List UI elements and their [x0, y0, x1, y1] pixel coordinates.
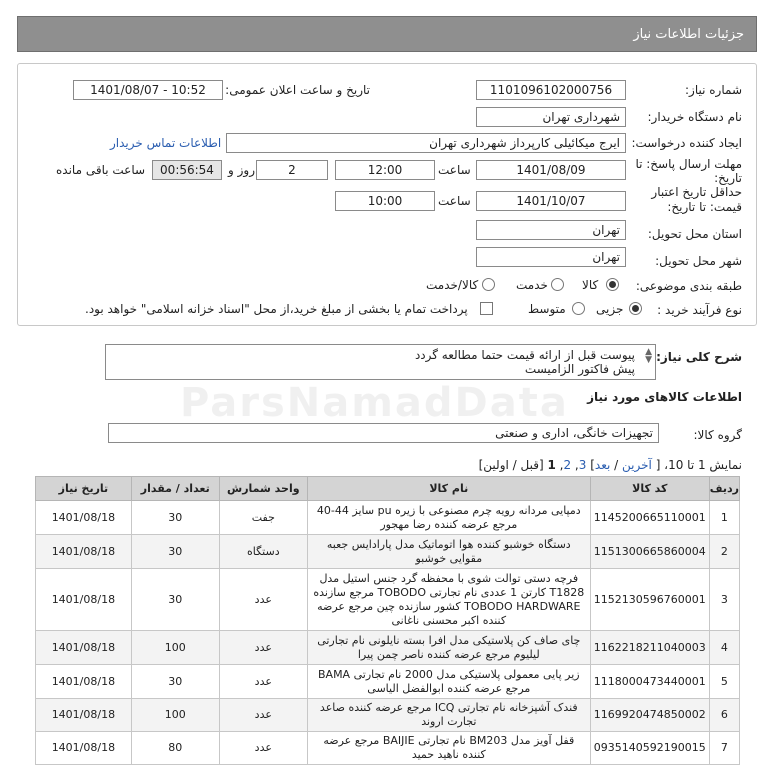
- process-label: نوع فرآیند خرید :: [657, 303, 742, 317]
- watermark-logo: ParsNamadData: [180, 380, 569, 426]
- cell-quantity: 80: [131, 732, 219, 765]
- deadline-date-field: 1401/08/09: [476, 160, 626, 180]
- cell-unit: عدد: [219, 665, 307, 699]
- table-row[interactable]: [36, 535, 740, 569]
- cell-row-number: 2: [709, 535, 739, 569]
- buyer-org-field: شهرداری تهران: [476, 107, 626, 127]
- category-label: طبقه بندی موضوعی:: [635, 279, 742, 293]
- city-field: تهران: [476, 247, 626, 267]
- pagination-prefix: نمایش 1 تا 10، [: [655, 458, 742, 472]
- cell-need-date: 1401/08/18: [36, 631, 132, 665]
- category-service-radio[interactable]: [551, 278, 564, 291]
- buyer-org-label: نام دستگاه خریدار:: [647, 110, 742, 124]
- cell-goods-code: 1145200665110001: [590, 501, 709, 535]
- treasury-payment-checkbox[interactable]: [480, 302, 493, 315]
- cell-need-date: 1401/08/18: [36, 665, 132, 699]
- description-textarea[interactable]: [105, 344, 656, 380]
- cell-need-date: 1401/08/18: [36, 732, 132, 765]
- table-row[interactable]: [36, 501, 740, 535]
- days-label: روز و: [228, 163, 255, 177]
- cell-row-number: 5: [709, 665, 739, 699]
- description-line-1: پیوست قبل از ارائه قیمت حتما مطالعه گردد: [414, 348, 635, 362]
- pagination-next-link[interactable]: بعد: [594, 458, 611, 472]
- col-unit: واحد شمارش: [219, 477, 307, 501]
- treasury-payment-note: پرداخت تمام یا بخشی از مبلغ خرید،از محل "اسناد خزانه اسلامی" خواهد بود.: [85, 302, 468, 316]
- deadline-label: مهلت ارسال پاسخ: تا: [635, 157, 742, 171]
- cell-row-number: 4: [709, 631, 739, 665]
- cell-unit: عدد: [219, 732, 307, 765]
- cell-quantity: 30: [131, 501, 219, 535]
- deadline-label-date: تاریخ:: [714, 171, 742, 185]
- goods-section-title: اطلاعات کالاهای مورد نیاز: [587, 390, 742, 404]
- pagination-page-2[interactable]: 2: [563, 458, 572, 472]
- process-minor-label: جزیی: [596, 302, 624, 316]
- cell-goods-code: 1118000473440001: [590, 665, 709, 699]
- process-medium-label: متوسط: [528, 302, 566, 316]
- page-header: [17, 16, 757, 52]
- cell-goods-code: 1162218211040003: [590, 631, 709, 665]
- cell-goods-code: 1151300665860004: [590, 535, 709, 569]
- validity-date-field: 1401/10/07: [476, 191, 626, 211]
- pagination: نمایش 1 تا 10، [ آخرین / بعد] 3, 2, 1 [قبل / اولین]: [478, 458, 742, 472]
- cell-need-date: 1401/08/18: [36, 501, 132, 535]
- requester-label: ایجاد کننده درخواست:: [631, 136, 742, 150]
- validity-time-field: 10:00: [335, 191, 435, 211]
- cell-row-number: 3: [709, 569, 739, 631]
- cell-goods-name: فرچه دستی توالت شوی با محفظه گرد جنس استیل مدل T1828 کارتن 1 عددی نام تجارتی TOBODO مرجع سازنده TOBODO HARDWARE کشور سازنده چین مرجع عرضه کننده اکبر محسنی ناغانی: [307, 569, 590, 631]
- goods-table: [35, 476, 740, 765]
- goods-group-field: تجهیزات خانگی، اداری و صنعتی: [108, 423, 659, 443]
- cell-goods-code: 1169920474850002: [590, 699, 709, 732]
- cell-quantity: 30: [131, 665, 219, 699]
- cell-row-number: 7: [709, 732, 739, 765]
- col-goods-name: نام کالا: [307, 477, 590, 501]
- validity-label-date: قیمت: تا تاریخ:: [667, 200, 742, 214]
- need-number-label: شماره نیاز:: [685, 83, 742, 97]
- buyer-contact-link[interactable]: اطلاعات تماس خریدار: [110, 136, 222, 150]
- cell-quantity: 100: [131, 631, 219, 665]
- table-header-row: [36, 477, 740, 501]
- validity-label: حداقل تاریخ اعتبار: [651, 185, 742, 199]
- cell-unit: عدد: [219, 631, 307, 665]
- table-row[interactable]: [36, 699, 740, 732]
- pagination-last-link[interactable]: آخرین: [622, 458, 652, 472]
- page-title: جزئیات اطلاعات نیاز: [633, 27, 744, 42]
- cell-goods-name: دمپایی مردانه رویه چرم مصنوعی با زیره pu سایز 44-40 مرجع عرضه کننده رضا مهجور: [307, 501, 590, 535]
- col-row-number: ردیف: [709, 477, 739, 501]
- cell-need-date: 1401/08/18: [36, 535, 132, 569]
- description-line-2: پیش فاکتور الزامیست: [524, 362, 635, 376]
- description-label: شرح کلی نیاز:: [656, 350, 742, 364]
- cell-quantity: 30: [131, 535, 219, 569]
- category-goods-service-radio[interactable]: [482, 278, 495, 291]
- province-field: تهران: [476, 220, 626, 240]
- deadline-time-field: 12:00: [335, 160, 435, 180]
- cell-unit: عدد: [219, 699, 307, 732]
- deadline-time-label: ساعت: [438, 163, 471, 177]
- pagination-page-1-current: 1: [547, 458, 556, 472]
- table-row[interactable]: [36, 665, 740, 699]
- table-row[interactable]: [36, 569, 740, 631]
- cell-quantity: 100: [131, 699, 219, 732]
- table-row[interactable]: [36, 631, 740, 665]
- need-number-field: 1101096102000756: [476, 80, 626, 100]
- cell-goods-name: فندک آشپزخانه نام تجارتی ICQ مرجع عرضه کننده صاعد تجارت اروند: [307, 699, 590, 732]
- province-label: استان محل تحویل:: [647, 227, 742, 241]
- cell-row-number: 6: [709, 699, 739, 732]
- days-field: 2: [256, 160, 328, 180]
- category-goods-radio[interactable]: [606, 278, 619, 291]
- cell-need-date: 1401/08/18: [36, 699, 132, 732]
- requester-field: ایرج میکائیلی کارپرداز شهرداری تهران: [226, 133, 626, 153]
- goods-group-label: گروه کالا:: [693, 428, 742, 442]
- cell-goods-name: چای صاف کن پلاستیکی مدل افرا بسته نایلونی نام تجارتی لیلیوم مرجع عرضه کننده ناصر چمن پیرا: [307, 631, 590, 665]
- remaining-time-field: 00:56:54: [152, 160, 222, 180]
- announce-field: 1401/08/07 - 10:52: [73, 80, 223, 100]
- pagination-suffix: [قبل / اولین]: [478, 458, 544, 472]
- process-minor-radio[interactable]: [629, 302, 642, 315]
- cell-goods-name: دستگاه خوشبو کننده هوا اتوماتیک مدل پارادایس جعبه مقوایی خوشبو: [307, 535, 590, 569]
- remaining-time-label: ساعت باقی مانده: [56, 163, 146, 177]
- validity-time-label: ساعت: [438, 194, 471, 208]
- cell-goods-code: 1152130596760001: [590, 569, 709, 631]
- pagination-page-3[interactable]: 3: [578, 458, 587, 472]
- cell-quantity: 30: [131, 569, 219, 631]
- cell-goods-name: زیر پایی معمولی پلاستیکی مدل 2000 نام تجارتی BAMA مرجع عرضه کننده ابوالفضل الیاسی: [307, 665, 590, 699]
- city-label: شهر محل تحویل:: [655, 254, 742, 268]
- category-goods-service-label: کالا/خدمت: [426, 278, 479, 292]
- scroll-arrows-icon[interactable]: ▲ ▼: [645, 347, 652, 365]
- category-service-label: خدمت: [516, 278, 548, 292]
- category-goods-label: کالا: [582, 278, 599, 292]
- cell-unit: دستگاه: [219, 535, 307, 569]
- cell-unit: جفت: [219, 501, 307, 535]
- col-goods-code: کد کالا: [590, 477, 709, 501]
- announce-label: تاریخ و ساعت اعلان عمومی:: [225, 83, 370, 97]
- col-need-date: تاریخ نیاز: [36, 477, 132, 501]
- cell-unit: عدد: [219, 569, 307, 631]
- cell-row-number: 1: [709, 501, 739, 535]
- cell-goods-code: 0935140592190015: [590, 732, 709, 765]
- cell-need-date: 1401/08/18: [36, 569, 132, 631]
- process-medium-radio[interactable]: [572, 302, 585, 315]
- table-row[interactable]: [36, 732, 740, 765]
- cell-goods-name: قفل آویز مدل BM203 نام تجارتی BAIJIE مرجع عرضه کننده ناهید حمید: [307, 732, 590, 765]
- col-quantity: تعداد / مقدار: [131, 477, 219, 501]
